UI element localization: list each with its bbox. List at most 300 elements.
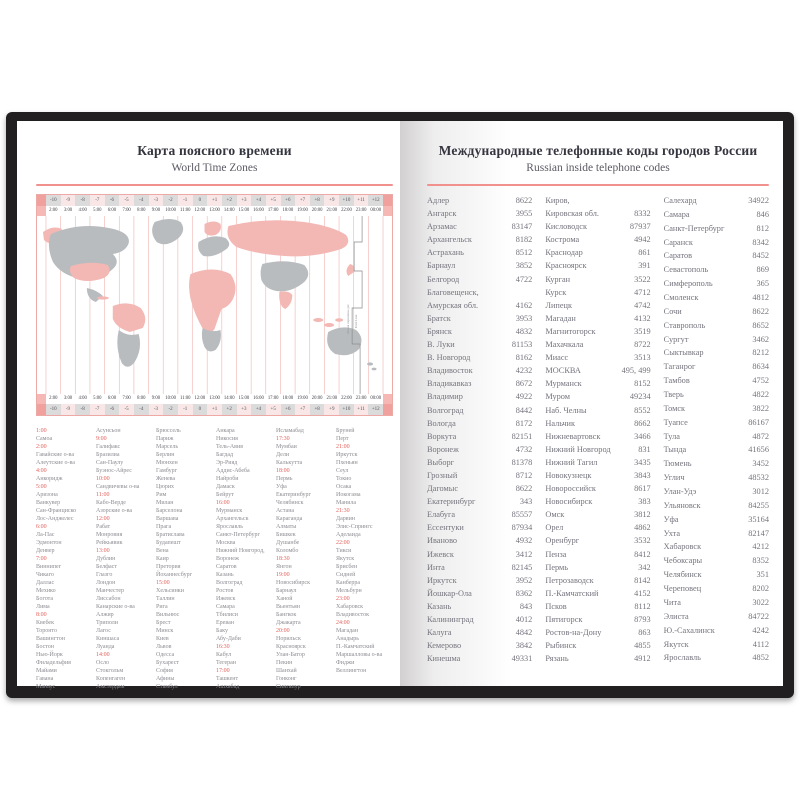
right-page-title-en: Russian inside telephone codes: [526, 162, 670, 174]
phone-row: [664, 653, 769, 667]
land-scandinavia: [205, 222, 221, 236]
zone-cell: -5: [119, 195, 134, 206]
phone-city: Самара: [663, 209, 690, 219]
phone-city: Чебоксары: [663, 556, 703, 566]
city-item: Магадан: [336, 628, 359, 634]
phone-code: 3435: [634, 457, 651, 467]
phone-city: Липецк: [545, 300, 572, 310]
phone-row: [427, 641, 532, 654]
phone-code: 8672: [515, 379, 533, 389]
phone-row: [427, 366, 532, 379]
land-usa: [70, 263, 110, 281]
right-page-title-ru: Международные телефонные коды городов России: [438, 143, 758, 158]
phone-city: Пенза: [545, 549, 567, 559]
phone-code: 8452: [752, 251, 769, 261]
time-cell: 18:00: [282, 396, 294, 401]
time-cell: 2:00: [49, 396, 58, 401]
phone-code: 41656: [748, 445, 769, 455]
phone-city: Кинешма: [427, 654, 461, 664]
phone-code: 3452: [752, 459, 769, 469]
city-item: Иокогама: [336, 492, 361, 498]
phone-city: Таганрог: [663, 362, 696, 372]
phone-row: [545, 288, 650, 301]
phone-code: 4162: [515, 300, 533, 310]
phone-row: [664, 335, 769, 349]
city-item: Сан-Паулу: [96, 460, 124, 466]
zone-cell: -4: [134, 195, 149, 206]
time-cell: 8:00: [137, 208, 146, 213]
city-item: Женева: [156, 476, 176, 482]
time-cell: 15:00: [238, 396, 250, 401]
city-item: Виннипег: [36, 564, 62, 570]
city-item: Асунсьон: [96, 428, 121, 434]
land-indonesia-1: [313, 318, 323, 322]
phone-row: [427, 222, 532, 235]
time-label: 8:00: [36, 612, 47, 618]
phone-row: [427, 576, 532, 589]
zone-cell: +12: [368, 195, 383, 206]
phone-row: [427, 563, 532, 576]
phone-column: [545, 196, 650, 667]
phone-code: 4822: [752, 390, 769, 400]
phone-code: 8634: [752, 362, 769, 372]
phone-city: Кисловодск: [545, 222, 587, 232]
phone-row: [664, 529, 769, 543]
phone-city: Кострома: [545, 235, 580, 245]
phone-row: [545, 261, 650, 274]
time-cell: 19:00: [297, 396, 308, 401]
time-label: 10:00: [96, 476, 110, 482]
phone-code: 8342: [752, 237, 769, 247]
city-item: Каир: [156, 556, 169, 562]
zone-cell: +11: [354, 195, 369, 206]
phone-city: Сочи: [663, 306, 682, 316]
phone-row: [664, 224, 769, 238]
city-item: Мельбурн: [336, 588, 362, 594]
phone-code: 4852: [752, 653, 769, 663]
world-map-svg: [37, 216, 392, 394]
zone-cell: +9: [324, 195, 339, 206]
phone-city: Казань: [427, 601, 452, 611]
city-item: Манаус: [36, 684, 56, 690]
phone-row: [545, 222, 650, 235]
phone-row: [545, 550, 650, 563]
time-label: 11:00: [96, 492, 110, 498]
phone-code: 8662: [634, 418, 651, 428]
phone-row: [664, 307, 769, 321]
zone-cell: +2: [222, 404, 237, 415]
phone-code: 8617: [634, 484, 651, 494]
zone-cell: -7: [90, 404, 105, 415]
zone-cell: +1: [207, 404, 222, 415]
city-item: Караганда: [276, 516, 303, 522]
time-cell: 10:00: [165, 396, 176, 401]
phone-code: 3842: [515, 641, 533, 651]
city-item: Пхеньян: [336, 460, 358, 466]
phone-city: Смоленск: [663, 293, 699, 303]
land-africa-north: [189, 270, 235, 334]
phone-row: [664, 418, 769, 432]
phone-row: [545, 615, 650, 628]
phone-city: Хабаровск: [663, 542, 702, 552]
phone-city: Псков: [545, 601, 567, 611]
city-item: Барселона: [156, 508, 183, 514]
phone-code: 8652: [752, 320, 769, 330]
zone-cell: +5: [266, 195, 281, 206]
phone-row: [545, 248, 650, 261]
phone-row: [545, 379, 650, 392]
phone-code: 49234: [629, 392, 651, 402]
city-item: Сеул: [336, 468, 349, 474]
city-item: Воронеж: [216, 556, 240, 562]
phone-city: Ангарск: [427, 209, 457, 219]
city-item: Рига: [156, 604, 168, 610]
zone-cell: +6: [281, 404, 296, 415]
city-item: Берлин: [156, 452, 175, 458]
phone-city: Череповец: [663, 584, 702, 594]
phone-city: Адлер: [427, 196, 450, 205]
phone-code: 383: [638, 497, 651, 507]
zone-cell: +6: [281, 195, 296, 206]
phone-city: Грозный: [427, 470, 458, 480]
city-item: Лондон: [96, 580, 116, 586]
zone-cell: +2: [222, 195, 237, 206]
city-item: Бишкек: [276, 532, 296, 538]
city-item: Нижний Новгород,: [216, 548, 265, 554]
city-item: Перт: [336, 436, 349, 442]
city-item: Афины: [156, 676, 175, 682]
phone-row: [545, 419, 650, 432]
time-label: 14:00: [96, 652, 110, 658]
time-label: 5:00: [36, 484, 47, 490]
phone-code: 843: [519, 601, 533, 611]
time-cell: 23:00: [355, 396, 367, 401]
phone-code: 87937: [629, 222, 651, 232]
city-item: Вена: [156, 548, 169, 554]
phone-code: 8182: [515, 235, 533, 245]
city-item: Ла-Пас: [36, 532, 55, 538]
phone-row: [427, 523, 532, 536]
city-item: Дарвин: [336, 516, 356, 522]
left-page-title-ru: Карта поясного времени: [137, 143, 292, 158]
map-edge-cell: [383, 195, 392, 206]
phone-city: Улан-Удэ: [663, 487, 697, 497]
phone-city: В. Луки: [427, 340, 455, 350]
city-item: Фиджи: [336, 660, 355, 666]
phone-code: 3852: [515, 261, 533, 271]
phone-row: [664, 515, 769, 529]
city-item: Мурманск: [216, 508, 243, 514]
city-item: Бразилиа: [96, 452, 120, 458]
city-item: Таллин: [156, 596, 175, 602]
phone-city: Чита: [663, 597, 681, 607]
phone-city: Оренбург: [545, 536, 580, 546]
phone-city: МОСКВА: [545, 366, 581, 376]
phone-code: 8352: [752, 556, 769, 566]
zone-cell: -3: [149, 195, 164, 206]
time-cell: 23:00: [355, 208, 367, 213]
phone-code: 3522: [634, 274, 651, 284]
city-item: Янгон: [276, 564, 292, 570]
phone-code: 4722: [515, 274, 533, 284]
phone-city: Выборг: [427, 457, 455, 467]
phone-row: [545, 392, 650, 405]
phone-code: 85557: [511, 510, 533, 520]
time-label: 24:00: [336, 620, 350, 626]
city-item: Осло: [96, 660, 109, 666]
map-edge-cell: [383, 404, 392, 415]
phone-city: Владимир: [427, 392, 463, 402]
phone-code: 4112: [752, 639, 769, 649]
time-label: 20:00: [276, 628, 290, 634]
city-column: [336, 427, 393, 691]
right-page: [400, 121, 783, 686]
time-cell: 6:00: [107, 396, 117, 401]
phone-code: 8152: [634, 379, 651, 389]
map-edge-cell: [37, 404, 46, 415]
city-item: Душанбе: [276, 540, 300, 546]
phone-city: Вологда: [427, 418, 456, 428]
phone-city: Севастополь: [663, 265, 709, 275]
phone-code: 83147: [511, 222, 533, 232]
city-item: Майами: [36, 668, 57, 674]
city-item: Ташкент: [216, 676, 239, 682]
zone-cell: +10: [339, 195, 354, 206]
time-cell: 6:00: [107, 208, 117, 213]
phone-code: 365: [756, 279, 769, 289]
city-item: Бейрут: [216, 492, 234, 498]
zone-cell: +5: [266, 404, 281, 415]
city-item: Прага: [156, 524, 172, 530]
time-cell: 9:00: [151, 208, 161, 213]
city-item: Йоханнесбург: [156, 572, 193, 578]
time-cell: 7:00: [122, 208, 131, 213]
zone-cell: +10: [339, 404, 354, 415]
phone-city: Рыбинск: [545, 641, 577, 651]
phone-city: Челябинск: [663, 570, 702, 580]
city-item: Коломбо: [276, 548, 299, 554]
phone-row: [545, 458, 650, 471]
city-item: Ханой: [276, 596, 293, 602]
city-item: Челябинск: [276, 500, 304, 506]
city-item: Саратов: [216, 564, 237, 570]
time-label: 13:00: [96, 548, 110, 554]
phone-code: 343: [519, 497, 533, 507]
city-item: Архангельск: [216, 516, 249, 522]
phone-city: Ижевск: [427, 549, 454, 559]
phone-column: [427, 196, 532, 667]
phone-code: 3953: [515, 313, 533, 323]
zone-cell: +1: [207, 195, 222, 206]
city-item: Претория: [156, 564, 181, 570]
land-japan: [347, 264, 355, 276]
phone-city: Воронеж: [427, 444, 459, 454]
phone-city: Иваново: [427, 536, 458, 546]
zone-time-row-top: [37, 206, 392, 216]
phone-city: П.-Камчатский: [545, 588, 599, 598]
time-label: 16:00: [216, 500, 230, 506]
phone-row: [427, 445, 532, 458]
city-item: Денвер: [36, 548, 55, 554]
time-label: 18:00: [276, 468, 290, 474]
phone-row: [664, 640, 769, 654]
zone-cell: -10: [46, 404, 61, 415]
city-item: Калькутта: [276, 460, 303, 466]
phone-row: [427, 458, 532, 471]
phone-city: Ставрополь: [663, 320, 706, 330]
city-item: Будапешт: [156, 540, 181, 546]
zone-cell: -5: [119, 404, 134, 415]
phone-code: 82151: [511, 431, 533, 441]
right-title-rule: [427, 184, 769, 186]
city-item: Бостон: [36, 644, 55, 650]
phone-city: Рязань: [545, 654, 569, 664]
time-label: 17:30: [276, 436, 290, 442]
time-label: 12:00: [96, 516, 110, 522]
phone-row: [427, 288, 532, 301]
city-item: Дамаск: [216, 484, 235, 490]
zone-cell: -1: [178, 195, 193, 206]
phone-city: Новороссийск: [545, 484, 596, 494]
zone-cell: -8: [75, 404, 90, 415]
phone-code: 84722: [748, 611, 769, 621]
phone-city: Ульяновск: [663, 500, 701, 510]
zone-cell: +9: [324, 404, 339, 415]
phone-row: [545, 628, 650, 641]
phone-code: 4712: [634, 287, 651, 297]
phone-city: Углич: [663, 473, 685, 483]
phone-row: [545, 471, 650, 484]
city-item: Богота: [36, 596, 54, 602]
phone-row: [545, 563, 650, 576]
time-cell: 19:00: [297, 208, 308, 213]
time-cell: 16:00: [253, 208, 264, 213]
phone-city: Братск: [427, 313, 451, 323]
city-item: Анкоридж: [36, 476, 63, 482]
city-item: Рим: [156, 492, 167, 498]
phone-code: 8552: [634, 405, 651, 415]
phone-code: 8162: [515, 353, 533, 363]
time-cell: 21:00: [326, 208, 338, 213]
phone-city: Ростов-на-Дону: [545, 628, 602, 638]
city-item: Буэнос-Айрес: [96, 468, 132, 474]
phone-row: [664, 293, 769, 307]
zone-cell: +3: [237, 195, 252, 206]
zone-number-row-bottom: [37, 404, 392, 415]
phone-code: 8622: [752, 306, 769, 316]
phone-code: 86167: [748, 417, 769, 427]
phone-row: [664, 459, 769, 473]
phone-code: 81378: [511, 457, 533, 467]
phone-code: 81153: [511, 340, 533, 350]
city-item: Ижевск: [216, 596, 236, 602]
phone-row: [545, 301, 650, 314]
city-item: Аделаида: [336, 532, 361, 538]
city-item: Веллингтон: [336, 668, 367, 674]
city-item: Осака: [336, 484, 352, 490]
phone-city: Омск: [545, 510, 565, 520]
phone-row: [545, 235, 650, 248]
zone-cell: +8: [310, 404, 325, 415]
phone-code: 8112: [634, 601, 651, 611]
phone-row: [664, 432, 769, 446]
land-australia: [327, 327, 361, 355]
phone-code: 3412: [515, 549, 533, 559]
city-item: Алеутские о-ва: [36, 460, 75, 466]
city-item: Лос-Анджелес: [36, 516, 74, 522]
phone-row: [427, 602, 532, 615]
city-item: Милан: [156, 500, 174, 506]
city-item: Братислава: [156, 532, 185, 538]
city-item: Манила: [336, 500, 357, 506]
time-cell: 2:00: [49, 208, 58, 213]
phone-city: Елабуга: [427, 510, 456, 520]
phone-row: [664, 556, 769, 570]
city-item: Бруней: [336, 428, 355, 434]
city-item: Лима: [36, 604, 50, 610]
zone-cell: +8: [310, 195, 325, 206]
phone-city: Сургут: [663, 334, 689, 344]
phone-code: 3952: [515, 575, 533, 585]
zone-cell: +4: [251, 404, 266, 415]
phone-row: [427, 340, 532, 353]
phone-code: 391: [638, 261, 651, 271]
time-cell: 15:00: [238, 208, 250, 213]
phone-city: Махачкала: [545, 340, 584, 350]
city-item: Триполи: [96, 620, 118, 626]
time-cell: 14:00: [223, 396, 235, 401]
phone-code: 4832: [515, 326, 533, 336]
phone-code: 4942: [634, 235, 651, 245]
zone-cell: -8: [75, 195, 90, 206]
city-item: Минск: [156, 628, 174, 634]
time-cell: 22:00: [341, 396, 352, 401]
phone-code: 4922: [515, 392, 533, 402]
phone-city: Якутск: [663, 639, 689, 649]
phone-code: 82147: [748, 528, 769, 538]
phone-row: [545, 275, 650, 288]
city-item: Самоа: [36, 436, 53, 442]
phone-code: 4012: [515, 615, 533, 624]
phone-code: 8142: [634, 575, 651, 585]
time-cell: 21:00: [326, 396, 338, 401]
phone-city: Тында: [663, 445, 687, 455]
zone-cell: -2: [163, 404, 178, 415]
city-item: Тикси: [336, 548, 352, 554]
phone-row: [545, 366, 650, 379]
city-item: Анадырь: [336, 636, 360, 642]
phone-row: [664, 626, 769, 640]
phone-city: Тула: [663, 431, 680, 441]
phone-code: 861: [638, 248, 651, 258]
city-column: [276, 427, 333, 691]
phone-city: Нальчик: [545, 418, 576, 428]
phone-city: Тамбов: [663, 376, 690, 386]
city-item: Сандвичевы о-ва: [96, 484, 140, 490]
land-india: [279, 291, 292, 309]
zone-cell: 0: [193, 195, 208, 206]
zone-cell: -1: [178, 404, 193, 415]
phone-code: 48532: [748, 473, 769, 483]
land-philippines: [335, 318, 343, 322]
phone-city: Калининград: [427, 615, 474, 624]
city-item: Львов: [156, 644, 172, 650]
phone-code: 3519: [634, 326, 651, 336]
time-cell: 7:00: [122, 396, 131, 401]
phone-code: 8512: [515, 248, 533, 258]
city-column: [96, 427, 153, 691]
city-item: Алматы: [276, 524, 297, 530]
